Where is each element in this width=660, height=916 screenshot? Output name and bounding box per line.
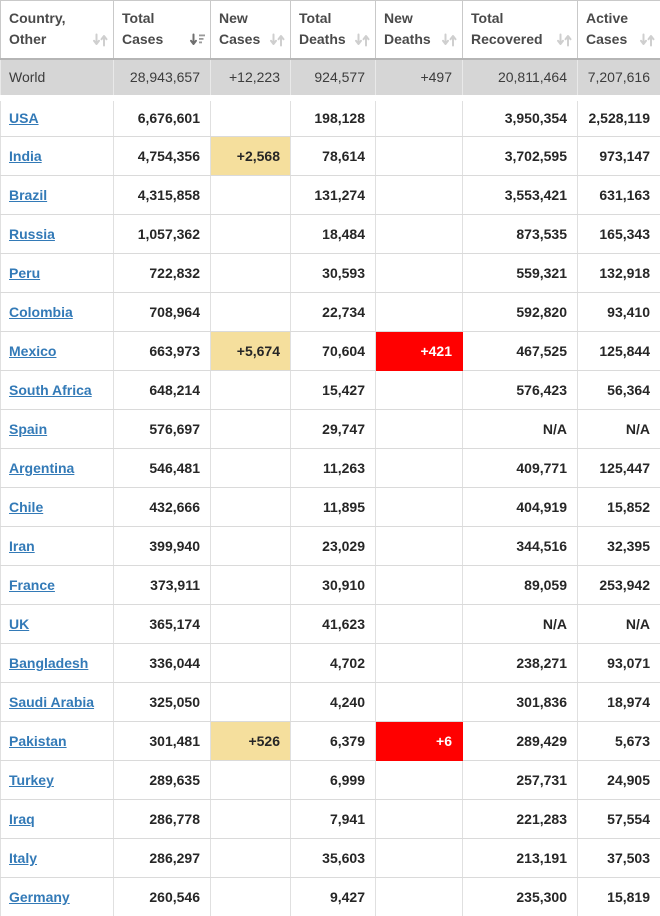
- total-recovered-cell: 404,919: [463, 488, 578, 527]
- new-cases-cell: [211, 527, 291, 566]
- total-cases-cell: 28,943,657: [114, 59, 211, 98]
- country-row: [1, 176, 660, 215]
- new-cases-cell: [211, 176, 291, 215]
- active-cases-cell: 253,942: [578, 566, 660, 605]
- total-deaths-cell: 924,577: [291, 59, 376, 98]
- total-recovered-cell: 3,553,421: [463, 176, 578, 215]
- new-cases-cell: [211, 761, 291, 800]
- total-cases-cell: 722,832: [114, 254, 211, 293]
- country-row: [1, 800, 660, 839]
- total-deaths-cell: 11,895: [291, 488, 376, 527]
- total-cases-cell: 260,546: [114, 878, 211, 916]
- total-cases-cell: 325,050: [114, 683, 211, 722]
- sort-both-icon[interactable]: [556, 33, 573, 47]
- country-cell: [1, 215, 114, 254]
- total-deaths-cell: 7,941: [291, 800, 376, 839]
- country-link[interactable]: Bangladesh: [9, 655, 89, 671]
- new-deaths-cell: [376, 215, 463, 254]
- country-row: [1, 527, 660, 566]
- country-row: [1, 761, 660, 800]
- new-cases-cell: [211, 293, 291, 332]
- new-deaths-cell: [376, 839, 463, 878]
- total-cases-cell: 289,635: [114, 761, 211, 800]
- country-cell: [1, 683, 114, 722]
- new-deaths-cell: [376, 683, 463, 722]
- country-link[interactable]: Pakistan: [9, 733, 67, 749]
- active-cases-cell: 56,364: [578, 371, 660, 410]
- country-link[interactable]: Brazil: [9, 187, 48, 203]
- total-cases-cell: 6,676,601: [114, 98, 211, 137]
- total-cases-cell: 301,481: [114, 722, 211, 761]
- total-deaths-cell: 22,734: [291, 293, 376, 332]
- total-cases-cell: 373,911: [114, 566, 211, 605]
- country-cell: [1, 800, 114, 839]
- total-cases-cell: 399,940: [114, 527, 211, 566]
- active-cases-cell: 93,410: [578, 293, 660, 332]
- total-deaths-cell: 18,484: [291, 215, 376, 254]
- country-row: [1, 254, 660, 293]
- country-link[interactable]: Peru: [9, 265, 41, 281]
- new-cases-cell: [211, 371, 291, 410]
- new-cases-cell: [211, 839, 291, 878]
- total-cases-cell: 576,697: [114, 410, 211, 449]
- total-deaths-cell: 15,427: [291, 371, 376, 410]
- country-row: [1, 371, 660, 410]
- sort-descending-active-icon[interactable]: [189, 33, 206, 47]
- col-header-label: Total: [122, 10, 155, 27]
- active-cases-cell: 37,503: [578, 839, 660, 878]
- new-cases-cell: [211, 605, 291, 644]
- country-link[interactable]: Spain: [9, 421, 48, 437]
- col-header-label: Cases: [122, 31, 164, 48]
- country-link[interactable]: Chile: [9, 499, 44, 515]
- country-cell: [1, 839, 114, 878]
- country-link[interactable]: Iraq: [9, 811, 35, 827]
- country-row: [1, 644, 660, 683]
- new-deaths-cell: [376, 371, 463, 410]
- col-header-label: Total: [471, 10, 504, 27]
- total-recovered-cell: 559,321: [463, 254, 578, 293]
- world-label: World: [9, 69, 46, 85]
- country-cell: [1, 254, 114, 293]
- country-link[interactable]: UK: [9, 616, 30, 632]
- new-deaths-cell: +497: [376, 59, 463, 98]
- total-recovered-cell: 467,525: [463, 332, 578, 371]
- country-link[interactable]: Argentina: [9, 460, 75, 476]
- total-deaths-cell: 4,702: [291, 644, 376, 683]
- new-deaths-cell: [376, 137, 463, 176]
- total-cases-cell: 4,754,356: [114, 137, 211, 176]
- active-cases-cell: N/A: [578, 605, 660, 644]
- total-deaths-cell: 131,274: [291, 176, 376, 215]
- active-cases-cell: 15,852: [578, 488, 660, 527]
- active-cases-cell: 631,163: [578, 176, 660, 215]
- total-deaths-cell: 41,623: [291, 605, 376, 644]
- country-cell: [1, 293, 114, 332]
- new-cases-cell: [211, 878, 291, 916]
- new-deaths-cell: [376, 98, 463, 137]
- total-recovered-cell: 3,950,354: [463, 98, 578, 137]
- total-recovered-cell: 235,300: [463, 878, 578, 916]
- col-header-total-deaths[interactable]: [291, 1, 376, 59]
- col-header-active-cases[interactable]: [578, 1, 660, 59]
- active-cases-cell: 125,447: [578, 449, 660, 488]
- country-link[interactable]: Colombia: [9, 304, 73, 320]
- active-cases-cell: 973,147: [578, 137, 660, 176]
- country-cell: [1, 761, 114, 800]
- sort-both-icon[interactable]: [269, 33, 286, 47]
- new-deaths-cell: [376, 449, 463, 488]
- country-link[interactable]: Mexico: [9, 343, 57, 359]
- new-cases-cell: [211, 566, 291, 605]
- new-cases-cell: [211, 449, 291, 488]
- country-cell: [1, 371, 114, 410]
- country-cell: [1, 449, 114, 488]
- country-row: [1, 839, 660, 878]
- new-cases-cell: [211, 683, 291, 722]
- country-row: [1, 293, 660, 332]
- country-cell: [1, 332, 114, 371]
- new-cases-cell: [211, 488, 291, 527]
- country-row: [1, 137, 660, 176]
- col-header-label: New: [219, 10, 248, 27]
- new-deaths-cell: [376, 566, 463, 605]
- new-cases-cell: +526: [211, 722, 291, 761]
- country-cell: [1, 488, 114, 527]
- country-link[interactable]: Germany: [9, 889, 70, 905]
- total-deaths-cell: 6,379: [291, 722, 376, 761]
- country-row: [1, 683, 660, 722]
- country-row: [1, 878, 660, 916]
- total-cases-cell: 648,214: [114, 371, 211, 410]
- country-link[interactable]: Russia: [9, 226, 55, 242]
- col-header-label: Other: [9, 31, 47, 48]
- country-link[interactable]: USA: [9, 110, 39, 127]
- new-cases-cell: [211, 644, 291, 683]
- country-link[interactable]: Iran: [9, 538, 35, 554]
- total-deaths-cell: 35,603: [291, 839, 376, 878]
- total-deaths-cell: 198,128: [291, 98, 376, 137]
- country-cell: [1, 722, 114, 761]
- total-deaths-cell: 23,029: [291, 527, 376, 566]
- col-header-label: Cases: [586, 31, 628, 48]
- total-recovered-cell: 289,429: [463, 722, 578, 761]
- new-deaths-cell: [376, 800, 463, 839]
- active-cases-cell: 165,343: [578, 215, 660, 254]
- col-header-label: Deaths: [299, 31, 346, 48]
- active-cases-cell: N/A: [578, 410, 660, 449]
- country-row: [1, 566, 660, 605]
- total-recovered-cell: 238,271: [463, 644, 578, 683]
- country-cell: [1, 644, 114, 683]
- active-cases-cell: 15,819: [578, 878, 660, 916]
- new-deaths-cell: [376, 410, 463, 449]
- total-recovered-cell: 20,811,464: [463, 59, 578, 98]
- new-deaths-cell: [376, 644, 463, 683]
- country-row: [1, 449, 660, 488]
- total-deaths-cell: 78,614: [291, 137, 376, 176]
- sort-both-icon[interactable]: [441, 33, 458, 47]
- new-deaths-cell: +6: [376, 722, 463, 761]
- country-cell: [1, 605, 114, 644]
- col-header-label: Country,: [9, 10, 66, 27]
- country-row: [1, 215, 660, 254]
- col-header-label: New: [384, 10, 413, 27]
- country-row: [1, 605, 660, 644]
- sort-both-icon[interactable]: [354, 33, 371, 47]
- total-deaths-cell: 70,604: [291, 332, 376, 371]
- total-cases-cell: 336,044: [114, 644, 211, 683]
- country-row: [1, 410, 660, 449]
- country-link[interactable]: Italy: [9, 850, 38, 866]
- new-cases-cell: +5,674: [211, 332, 291, 371]
- col-header-total-cases[interactable]: [114, 1, 211, 59]
- new-cases-cell: [211, 254, 291, 293]
- table-body: [1, 59, 660, 916]
- country-row: [1, 332, 660, 371]
- new-deaths-cell: [376, 761, 463, 800]
- new-cases-cell: +12,223: [211, 59, 291, 98]
- col-header-label: Recovered: [471, 31, 543, 48]
- new-deaths-cell: +421: [376, 332, 463, 371]
- country-cell: [1, 176, 114, 215]
- total-deaths-cell: 11,263: [291, 449, 376, 488]
- new-cases-cell: +2,568: [211, 137, 291, 176]
- total-recovered-cell: 3,702,595: [463, 137, 578, 176]
- total-deaths-cell: 6,999: [291, 761, 376, 800]
- country-link[interactable]: France: [9, 577, 55, 593]
- country-cell: [1, 98, 114, 137]
- total-cases-cell: 708,964: [114, 293, 211, 332]
- total-deaths-cell: 29,747: [291, 410, 376, 449]
- active-cases-cell: 93,071: [578, 644, 660, 683]
- total-recovered-cell: N/A: [463, 410, 578, 449]
- col-header-total-recovered[interactable]: [463, 1, 578, 59]
- sort-both-icon[interactable]: [639, 33, 656, 47]
- country-cell: [1, 878, 114, 916]
- total-recovered-cell: 873,535: [463, 215, 578, 254]
- col-header-new-cases[interactable]: [211, 1, 291, 59]
- country-row: [1, 722, 660, 761]
- new-deaths-cell: [376, 605, 463, 644]
- new-deaths-cell: [376, 254, 463, 293]
- active-cases-cell: 2,528,119: [578, 98, 660, 137]
- active-cases-cell: 57,554: [578, 800, 660, 839]
- country-cell: [1, 410, 114, 449]
- active-cases-cell: 132,918: [578, 254, 660, 293]
- new-deaths-cell: [376, 176, 463, 215]
- new-deaths-cell: [376, 488, 463, 527]
- active-cases-cell: 5,673: [578, 722, 660, 761]
- new-deaths-cell: [376, 878, 463, 916]
- total-recovered-cell: 592,820: [463, 293, 578, 332]
- active-cases-cell: 24,905: [578, 761, 660, 800]
- total-deaths-cell: 9,427: [291, 878, 376, 916]
- col-header-label: Total: [299, 10, 332, 27]
- total-cases-cell: 286,778: [114, 800, 211, 839]
- total-recovered-cell: 221,283: [463, 800, 578, 839]
- header-row: [1, 1, 660, 59]
- total-recovered-cell: N/A: [463, 605, 578, 644]
- total-cases-cell: 546,481: [114, 449, 211, 488]
- total-recovered-cell: 344,516: [463, 527, 578, 566]
- col-header-country[interactable]: [1, 1, 114, 59]
- table-header: [1, 1, 660, 59]
- total-deaths-cell: 4,240: [291, 683, 376, 722]
- total-recovered-cell: 257,731: [463, 761, 578, 800]
- country-cell: [1, 59, 114, 98]
- total-deaths-cell: 30,910: [291, 566, 376, 605]
- col-header-label: Deaths: [384, 31, 431, 48]
- country-link[interactable]: South Africa: [9, 382, 92, 398]
- total-cases-cell: 432,666: [114, 488, 211, 527]
- total-cases-cell: 1,057,362: [114, 215, 211, 254]
- country-link[interactable]: Saudi Arabia: [9, 694, 95, 710]
- total-recovered-cell: 576,423: [463, 371, 578, 410]
- col-header-label: Active: [586, 10, 629, 27]
- sort-both-icon[interactable]: [92, 33, 109, 47]
- col-header-label: Cases: [219, 31, 261, 48]
- total-recovered-cell: 89,059: [463, 566, 578, 605]
- country-row: [1, 98, 660, 137]
- total-cases-cell: 663,973: [114, 332, 211, 371]
- active-cases-cell: 7,207,616: [578, 59, 660, 98]
- active-cases-cell: 32,395: [578, 527, 660, 566]
- country-link[interactable]: India: [9, 148, 42, 164]
- new-cases-cell: [211, 215, 291, 254]
- country-cell: [1, 527, 114, 566]
- active-cases-cell: 125,844: [578, 332, 660, 371]
- total-recovered-cell: 301,836: [463, 683, 578, 722]
- total-recovered-cell: 213,191: [463, 839, 578, 878]
- total-recovered-cell: 409,771: [463, 449, 578, 488]
- active-cases-cell: 18,974: [578, 683, 660, 722]
- total-cases-cell: 365,174: [114, 605, 211, 644]
- new-deaths-cell: [376, 527, 463, 566]
- new-deaths-cell: [376, 293, 463, 332]
- new-cases-cell: [211, 800, 291, 839]
- world-total-row: [1, 59, 660, 98]
- country-cell: [1, 566, 114, 605]
- total-deaths-cell: 30,593: [291, 254, 376, 293]
- total-cases-cell: 4,315,858: [114, 176, 211, 215]
- total-cases-cell: 286,297: [114, 839, 211, 878]
- new-cases-cell: [211, 98, 291, 137]
- new-cases-cell: [211, 410, 291, 449]
- country-link[interactable]: Turkey: [9, 772, 54, 788]
- country-row: [1, 488, 660, 527]
- country-cell: [1, 137, 114, 176]
- col-header-new-deaths[interactable]: [376, 1, 463, 59]
